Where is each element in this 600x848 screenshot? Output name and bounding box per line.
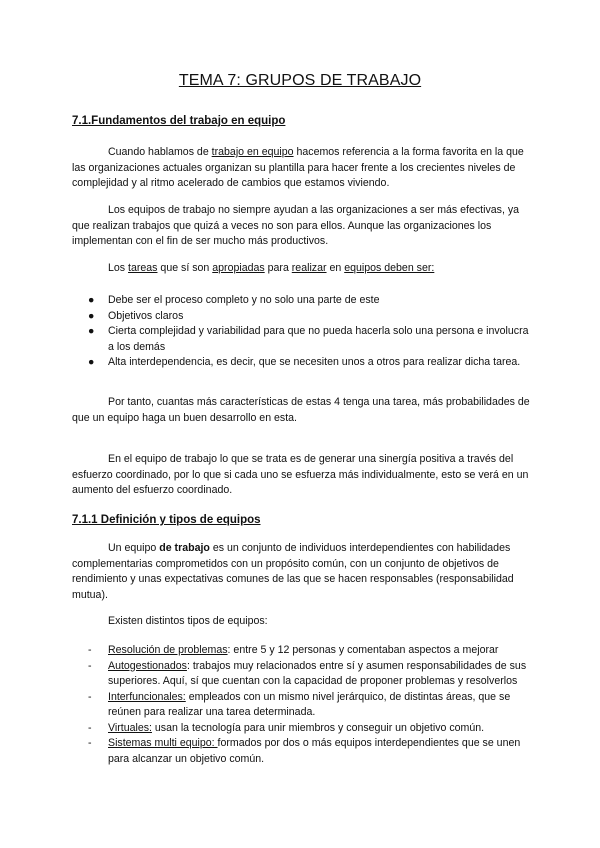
- term-de-trabajo: de trabajo: [159, 542, 210, 554]
- term-apropiadas: apropiadas: [212, 262, 265, 274]
- term-interfuncionales: Interfuncionales:: [108, 690, 186, 703]
- paragraph-tareas-apropiadas: [72, 261, 530, 277]
- paragraph-sinergia: En el equipo de trabajo lo que se trata es de generar una sinergía positiva a través del esfuerzo coordinado, por lo que si cada uno se esfuerza más individualmente, esto se verá en un aumento del esfuerzo coordinado.: [72, 453, 529, 496]
- paragraph-text: Cuando hablamos de: [108, 146, 212, 158]
- list-item: [72, 721, 532, 737]
- dash-marker: -: [88, 690, 92, 703]
- section-heading-definicion-tipos: 7.1.1 Definición y tipos de equipos: [72, 514, 261, 526]
- term-autogestionados: Autogestionados: [108, 659, 187, 672]
- list-item-text: : entre 5 y 12 personas y comentaban aspectos a mejorar: [227, 644, 499, 656]
- list-item: [72, 324, 532, 355]
- list-item: [72, 643, 532, 659]
- dash-list-tipos-equipos: [72, 643, 532, 767]
- section-heading-fundamentos: 7.1.Fundamentos del trabajo en equipo: [72, 115, 286, 127]
- bullet-marker: ●: [88, 356, 95, 368]
- paragraph-text: Un equipo: [108, 542, 160, 554]
- text-fragment: para: [264, 262, 292, 274]
- bullet-marker: ●: [88, 309, 95, 322]
- term-equipos-deben-ser: equipos deben ser:: [344, 262, 435, 274]
- paragraph-por-tanto: Por tanto, cuantas más características de estas 4 tenga una tarea, más probabilidades de que un equipo haga un buen desarrollo en esta.: [72, 396, 530, 424]
- list-item: [72, 293, 532, 309]
- term-virtuales: Virtuales:: [108, 721, 152, 734]
- term-sistemas-multi-equipo: Sistemas multi equipo:: [108, 737, 218, 749]
- dash-marker: -: [88, 737, 92, 749]
- paragraph-equipos-efectivas: Los equipos de trabajo no siempre ayudan a las organizaciones a ser más efectivas, ya que realizan trabajos que quizá a veces no son para ellos. Aunque las organizaciones los implementan con el fin de ser mucho más productivos.: [72, 204, 520, 247]
- text-fragment: que sí son: [157, 262, 213, 274]
- list-item: [72, 659, 532, 690]
- paragraph-text: hacemos referencia a la forma favorita en la que las organizaciones actuales organizan su plantilla para hacer frente a los crecientes niveles de complejidad y al ritmo acelerado de cambios que estamos viviendo.: [72, 146, 524, 189]
- list-item-text: Alta interdependencia, es decir, que se necesiten unos a otros para realizar dicha tarea.: [108, 356, 521, 368]
- term-tareas: tareas: [128, 262, 158, 274]
- paragraph-tipos-intro: Existen distintos tipos de equipos:: [108, 615, 268, 627]
- list-item-text: Cierta complejidad y variabilidad para que no pueda hacerla solo una persona e involucra a los demás: [108, 325, 529, 353]
- list-item: [72, 690, 532, 721]
- list-item-text: Debe ser el proceso completo y no solo una parte de este: [108, 294, 380, 306]
- text-fragment: en: [326, 262, 345, 274]
- list-item-text: Objetivos claros: [108, 309, 184, 322]
- list-item: [72, 309, 532, 325]
- bullet-marker: ●: [88, 294, 95, 306]
- list-item-text: empleados con un mismo nivel jerárquico, de distintas áreas, que se reúnen para realizar una tarea determinada.: [108, 690, 511, 718]
- page-title: TEMA 7: GRUPOS DE TRABAJO: [178, 72, 422, 89]
- term-resolucion-problemas: Resolución de problemas: [108, 644, 228, 656]
- list-item: [72, 355, 532, 371]
- list-item-text: : trabajos muy relacionados entre sí y asumen responsabilidades de sus superiores. Aquí, sí que cuentan con la capacidad de proponer problemas y resolverlos: [108, 659, 527, 687]
- dash-marker: -: [88, 644, 92, 656]
- bullet-list-caracteristicas: [72, 293, 532, 371]
- paragraph-definicion-equipo: [72, 541, 530, 603]
- paragraph-text: es un conjunto de individuos interdependientes con habilidades complementarias comprometidos con un propósito común, con un conjunto de objetivos de rendimiento y unas expectativas comunes de las que se hacen responsables (responsabilidad mutua).: [72, 542, 514, 601]
- paragraph-trabajo-en-equipo: [72, 145, 530, 192]
- term-realizar: realizar: [291, 262, 327, 274]
- term-trabajo-en-equipo: trabajo en equipo: [211, 146, 294, 158]
- list-item-text: usan la tecnología para unir miembros y conseguir un objetivo común.: [151, 721, 485, 734]
- text-fragment: Los: [108, 262, 129, 274]
- dash-marker: -: [88, 721, 92, 734]
- bullet-marker: ●: [88, 325, 95, 337]
- list-item: [72, 736, 532, 767]
- dash-marker: -: [88, 659, 92, 672]
- list-item-text: formados por dos o más equipos interdependientes que se unen para alcanzar un objetivo común.: [108, 737, 521, 765]
